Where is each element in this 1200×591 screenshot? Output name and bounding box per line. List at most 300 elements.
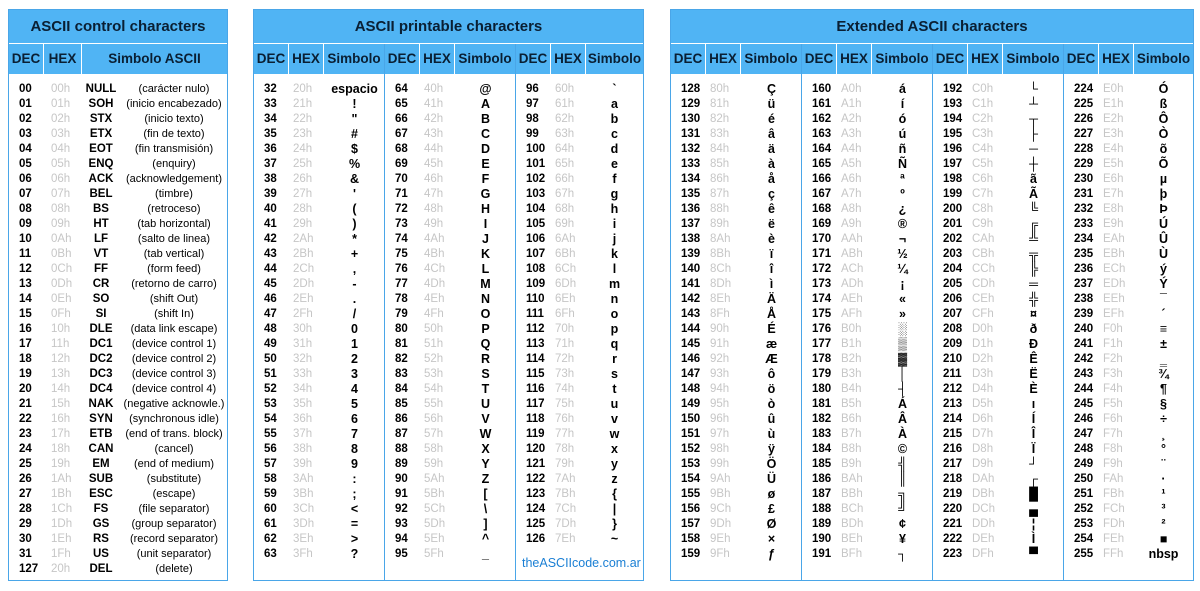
table-row (933, 517, 1064, 532)
dec-value: 155 (681, 488, 701, 500)
hex-value: 80h (710, 83, 730, 95)
dec-value: 109 (526, 278, 546, 290)
table-row (1064, 472, 1193, 487)
hex-value: 9Eh (710, 533, 731, 545)
dec-value: 158 (681, 533, 701, 545)
hex-value: 42h (424, 113, 444, 125)
table-row (516, 292, 643, 307)
dec-value: 159 (681, 548, 701, 560)
dec-value: 178 (812, 353, 832, 365)
symbol-value: Þ (1159, 202, 1168, 216)
abbreviation: US (93, 548, 109, 560)
description: (group separator) (131, 518, 217, 530)
dec-value: 95 (395, 548, 408, 560)
symbol-value: ¡ (900, 277, 905, 291)
hex-value: FDh (1103, 518, 1125, 530)
symbol-value: õ (1159, 142, 1168, 156)
hex-value: ECh (1103, 263, 1126, 275)
table-row (1064, 502, 1193, 517)
hex-value: EAh (1103, 233, 1125, 245)
dec-value: 64 (395, 83, 408, 95)
abbreviation: STX (89, 113, 113, 125)
symbol-value: « (899, 292, 906, 306)
symbol-value: ½ (897, 247, 908, 261)
dec-value: 05 (19, 158, 32, 170)
symbol-value: ‗ (1160, 352, 1167, 366)
hex-value: 37h (293, 428, 313, 440)
table-row (9, 157, 227, 172)
printable-header-symbol: Simbolo (587, 51, 642, 66)
symbol-value: ø (767, 487, 776, 501)
dec-value: 188 (812, 503, 832, 515)
symbol-value: _ (482, 547, 489, 561)
hex-value: D1h (972, 338, 994, 350)
symbol-value: ¼ (897, 262, 908, 276)
symbol-value: ö (767, 382, 776, 396)
hex-value: EEh (1103, 293, 1125, 305)
dec-value: 58 (264, 473, 277, 485)
hex-value: 09h (51, 218, 71, 230)
symbol-value: M (480, 277, 491, 291)
symbol-value: ▓ (897, 352, 908, 366)
symbol-value: 8 (351, 442, 358, 456)
description: (device control 3) (131, 368, 217, 380)
table-row (385, 82, 516, 97)
symbol-value: S (481, 367, 490, 381)
table-row (385, 187, 516, 202)
dec-value: 34 (264, 113, 277, 125)
symbol-value: 4 (351, 382, 358, 396)
hex-value: 0Eh (51, 293, 72, 305)
symbol-value: x (611, 442, 618, 456)
table-row (254, 292, 385, 307)
dec-value: 37 (264, 158, 277, 170)
dec-value: 128 (681, 83, 701, 95)
hex-value: 9Bh (710, 488, 731, 500)
table-row (1064, 112, 1193, 127)
dec-value: 133 (681, 158, 701, 170)
table-row (671, 217, 802, 232)
symbol-value: y (611, 457, 618, 471)
dec-value: 196 (943, 143, 963, 155)
table-row (516, 532, 643, 547)
table-row (385, 217, 516, 232)
hex-value: 46h (424, 173, 444, 185)
hex-value: 05h (51, 158, 71, 170)
symbol-value: Ô (1158, 112, 1169, 126)
table-row (385, 397, 516, 412)
dec-value: 177 (812, 338, 832, 350)
dec-value: 189 (812, 518, 832, 530)
hex-value: D5h (972, 398, 994, 410)
table-row (254, 517, 385, 532)
hex-value: 3Bh (293, 488, 314, 500)
symbol-value: Ç (766, 82, 777, 96)
symbol-value: ± (1160, 337, 1167, 351)
hex-value: CEh (972, 293, 995, 305)
symbol-value: ╬ (1029, 292, 1038, 306)
table-row (516, 397, 643, 412)
dec-value: 214 (943, 413, 963, 425)
dec-value: 72 (395, 203, 408, 215)
abbreviation: BS (93, 203, 109, 215)
hex-value: A5h (841, 158, 862, 170)
table-row (1064, 172, 1193, 187)
symbol-value: ' (353, 187, 356, 201)
hex-value: BEh (841, 533, 863, 545)
dec-value: 20 (19, 383, 32, 395)
description: (device control 2) (131, 353, 217, 365)
abbreviation: DC3 (89, 368, 113, 380)
hex-value: 1Dh (51, 518, 73, 530)
dec-value: 231 (1074, 188, 1094, 200)
hex-value: FCh (1103, 503, 1125, 515)
table-row (933, 487, 1064, 502)
hex-value: 01h (51, 98, 71, 110)
hex-value: D4h (972, 383, 994, 395)
control-header-row (9, 44, 227, 74)
dec-value: 135 (681, 188, 701, 200)
symbol-value: ] (483, 517, 488, 531)
dec-value: 186 (812, 473, 832, 485)
description: (file separator) (138, 503, 210, 515)
table-row (385, 262, 516, 277)
symbol-value: Ñ (897, 157, 908, 171)
dec-value: 205 (943, 278, 963, 290)
table-row (9, 442, 227, 457)
hex-value: 71h (555, 338, 575, 350)
table-row (385, 112, 516, 127)
symbol-value: n (610, 292, 619, 306)
symbol-value: ƒ (768, 547, 775, 561)
table-row (802, 472, 933, 487)
symbol-value: Î (1031, 427, 1036, 441)
dec-value: 15 (19, 308, 32, 320)
dec-value: 146 (681, 353, 701, 365)
table-row (671, 472, 802, 487)
dec-value: 54 (264, 413, 277, 425)
dec-value: 119 (526, 428, 545, 440)
hex-value: A7h (841, 188, 862, 200)
dec-value: 97 (526, 98, 539, 110)
table-row (1064, 247, 1193, 262)
table-row (1064, 127, 1193, 142)
dec-value: 202 (943, 233, 963, 245)
symbol-value: Ò (1158, 127, 1169, 141)
hex-value: 16h (51, 413, 71, 425)
table-row (933, 472, 1064, 487)
table-row (802, 427, 933, 442)
dec-value: 69 (395, 158, 408, 170)
dec-value: 82 (395, 353, 408, 365)
table-row (1064, 232, 1193, 247)
table-row (516, 517, 643, 532)
hex-value: BDh (841, 518, 864, 530)
table-row (516, 82, 643, 97)
symbol-value: ¦ (1031, 517, 1036, 531)
description: (record separator) (129, 533, 219, 545)
table-row (254, 352, 385, 367)
hex-value: E5h (1103, 158, 1124, 170)
table-row (1064, 97, 1193, 112)
hex-value: 6Ah (555, 233, 576, 245)
printable-header-row (254, 44, 643, 74)
symbol-value: Ä (766, 292, 777, 306)
hex-value: C9h (972, 218, 994, 230)
dec-value: 172 (812, 263, 832, 275)
dec-value: 47 (264, 308, 277, 320)
symbol-value: ß (1159, 97, 1168, 111)
dec-value: 87 (395, 428, 408, 440)
dec-value: 99 (526, 128, 539, 140)
dec-value: 121 (526, 458, 546, 470)
dec-value: 255 (1074, 548, 1094, 560)
abbreviation: DEL (89, 563, 113, 575)
table-row (385, 427, 516, 442)
hex-value: 89h (710, 218, 730, 230)
abbreviation: BEL (89, 188, 113, 200)
table-row (254, 277, 385, 292)
symbol-value: í (900, 97, 905, 111)
table-row (802, 487, 933, 502)
dec-value: 45 (264, 278, 277, 290)
table-row (933, 187, 1064, 202)
table-row (9, 337, 227, 352)
dec-value: 130 (681, 113, 701, 125)
hex-value: 79h (555, 458, 575, 470)
hex-value: 98h (710, 443, 730, 455)
table-row (802, 172, 933, 187)
symbol-value: ┼ (1029, 157, 1038, 171)
symbol-value: & (349, 172, 360, 186)
dec-value: 04 (19, 143, 32, 155)
table-row (254, 337, 385, 352)
table-row (1064, 142, 1193, 157)
table-row (671, 337, 802, 352)
hex-value: 73h (555, 368, 575, 380)
hex-value: F0h (1103, 323, 1123, 335)
extended-header-hex: HEX (1099, 44, 1134, 74)
symbol-value: ò (767, 397, 776, 411)
hex-value: 81h (710, 98, 730, 110)
dec-value: 85 (395, 398, 408, 410)
table-row (802, 262, 933, 277)
dec-value: 204 (943, 263, 963, 275)
dec-value: 42 (264, 233, 277, 245)
hex-value: CDh (972, 278, 996, 290)
table-row (385, 232, 516, 247)
symbol-value: ³ (1161, 502, 1166, 516)
dec-value: 81 (395, 338, 408, 350)
dec-value: 63 (264, 548, 277, 560)
symbol-value: 3 (351, 367, 358, 381)
dec-value: 246 (1074, 413, 1094, 425)
hex-value: 4Fh (424, 308, 444, 320)
hex-value: BAh (841, 473, 863, 485)
dec-value: 183 (812, 428, 832, 440)
table-row (671, 277, 802, 292)
hex-value: 6Eh (555, 293, 576, 305)
hex-value: ACh (841, 263, 864, 275)
symbol-value: % (348, 157, 361, 171)
symbol-value: ! (352, 97, 357, 111)
description: (tab vertical) (143, 248, 205, 260)
symbol-value: H (480, 202, 491, 216)
dec-value: 89 (395, 458, 408, 470)
symbol-value: P (481, 322, 490, 336)
symbol-value: ╩ (1029, 232, 1038, 246)
dec-value: 208 (943, 323, 963, 335)
dec-value: 86 (395, 413, 408, 425)
table-row (9, 472, 227, 487)
dec-value: 49 (264, 338, 277, 350)
hex-value: FFh (1103, 548, 1124, 560)
hex-value: F3h (1103, 368, 1123, 380)
symbol-value: ë (768, 217, 775, 231)
symbol-value: × (767, 532, 776, 546)
symbol-value: û (767, 412, 776, 426)
dec-value: 219 (943, 488, 963, 500)
table-row (933, 427, 1064, 442)
dec-value: 110 (526, 293, 545, 305)
abbreviation: GS (92, 518, 110, 530)
table-row (1064, 307, 1193, 322)
hex-value: DEh (972, 533, 995, 545)
symbol-value: ê (768, 202, 775, 216)
extended-characters-panel (670, 9, 1194, 581)
table-row (9, 397, 227, 412)
extended-header-hex: HEX (837, 44, 872, 74)
table-row (385, 337, 516, 352)
hex-value: 20h (293, 83, 313, 95)
table-row (802, 202, 933, 217)
table-row (802, 142, 933, 157)
hex-value: 2Dh (293, 278, 315, 290)
site-link[interactable]: theASCIIcode.com.ar (522, 556, 641, 570)
hex-value: 43h (424, 128, 444, 140)
table-row (671, 202, 802, 217)
dec-value: 249 (1074, 458, 1094, 470)
hex-value: 5Dh (424, 518, 446, 530)
description: (enquiry) (152, 158, 196, 170)
abbreviation: DC1 (89, 338, 113, 350)
table-row (385, 307, 516, 322)
table-row (933, 127, 1064, 142)
dec-value: 80 (395, 323, 408, 335)
abbreviation: LF (93, 233, 109, 245)
dec-value: 142 (681, 293, 701, 305)
table-row (9, 232, 227, 247)
hex-value: 4Bh (424, 248, 445, 260)
hex-value: 5Fh (424, 548, 444, 560)
symbol-value: u (610, 397, 619, 411)
table-row (254, 187, 385, 202)
dec-value: 116 (526, 383, 545, 395)
dec-value: 24 (19, 443, 32, 455)
dec-value: 132 (681, 143, 701, 155)
dec-value: 32 (264, 83, 277, 95)
hex-value: CCh (972, 263, 996, 275)
hex-value: 22h (293, 113, 313, 125)
abbreviation: CR (92, 278, 110, 290)
symbol-value: å (768, 172, 775, 186)
table-row (933, 142, 1064, 157)
symbol-value: ð (1029, 322, 1038, 336)
dec-value: 251 (1074, 488, 1094, 500)
dec-value: 107 (526, 248, 546, 260)
dec-value: 38 (264, 173, 277, 185)
hex-value: D8h (972, 443, 994, 455)
symbol-value: i (612, 217, 617, 231)
hex-value: 93h (710, 368, 730, 380)
table-row (933, 337, 1064, 352)
dec-value: 48 (264, 323, 277, 335)
table-row (802, 412, 933, 427)
hex-value: 6Fh (555, 308, 575, 320)
hex-value: 60h (555, 83, 575, 95)
hex-value: 1Fh (51, 548, 71, 560)
table-row (671, 367, 802, 382)
table-row (9, 487, 227, 502)
symbol-value: N (480, 292, 491, 306)
symbol-value: ¥ (899, 532, 906, 546)
dec-value: 66 (395, 113, 408, 125)
symbol-value: Ê (1029, 352, 1038, 366)
table-row (385, 442, 516, 457)
dec-value: 224 (1074, 83, 1094, 95)
hex-value: 6Dh (555, 278, 577, 290)
dec-value: 53 (264, 398, 277, 410)
symbol-value: ¢ (899, 517, 906, 531)
hex-value: C2h (972, 113, 994, 125)
printable-characters-panel (253, 9, 644, 581)
table-row (9, 172, 227, 187)
dec-value: 77 (395, 278, 408, 290)
symbol-value: A (480, 97, 491, 111)
hex-value: C6h (972, 173, 994, 185)
hex-value: 90h (710, 323, 730, 335)
dec-value: 250 (1074, 473, 1094, 485)
dec-value: 234 (1074, 233, 1094, 245)
symbol-value: ) (352, 217, 357, 231)
dec-value: 84 (395, 383, 408, 395)
hex-value: 9Fh (710, 548, 730, 560)
dec-value: 242 (1074, 353, 1094, 365)
symbol-value: Õ (1158, 157, 1169, 171)
symbol-value: 2 (351, 352, 358, 366)
table-row (671, 82, 802, 97)
dec-value: 149 (681, 398, 701, 410)
hex-value: F8h (1103, 443, 1123, 455)
hex-value: EDh (1103, 278, 1126, 290)
symbol-value: ¶ (1160, 382, 1167, 396)
symbol-value: ° (1161, 442, 1166, 456)
symbol-value: È (1029, 382, 1038, 396)
symbol-value: Ã (1028, 187, 1039, 201)
symbol-value: ï (769, 247, 774, 261)
hex-value: D2h (972, 353, 994, 365)
hex-value: F4h (1103, 383, 1123, 395)
table-row (516, 502, 643, 517)
dec-value: 216 (943, 443, 963, 455)
symbol-value: ¨ (1161, 457, 1166, 471)
extended-header-symbol: Simbolo (741, 44, 802, 74)
table-row (385, 202, 516, 217)
dec-value: 83 (395, 368, 408, 380)
dec-value: 194 (943, 113, 963, 125)
description: (cancel) (154, 443, 194, 455)
symbol-value: L (481, 262, 490, 276)
